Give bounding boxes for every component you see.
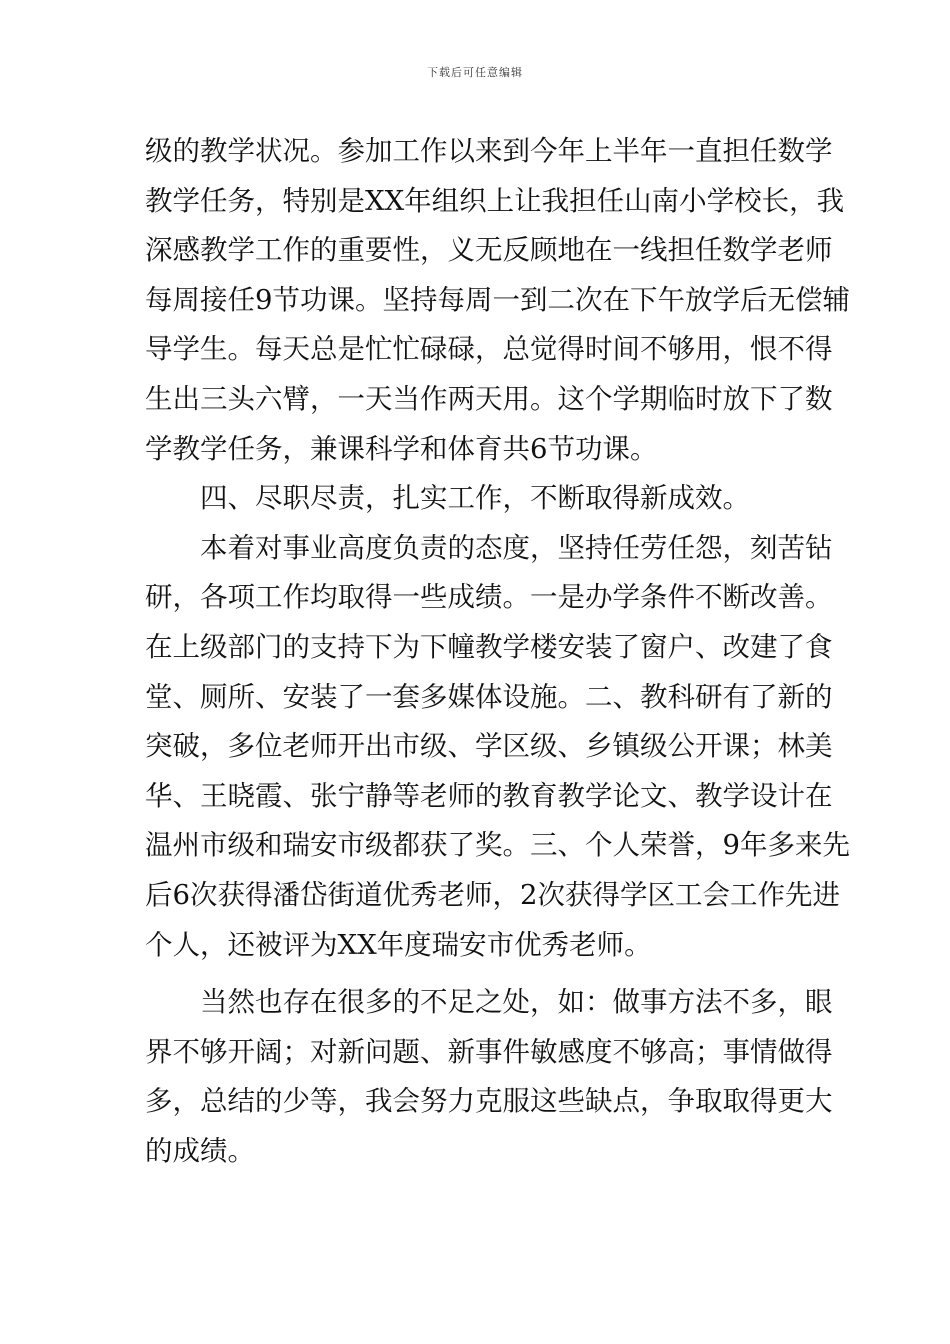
text-line: 个人，还被评为XX年度瑞安市优秀老师。 bbox=[145, 928, 652, 961]
text-line: 堂、厕所、安装了一套多媒体设施。二、教科研有了新的 bbox=[145, 680, 833, 713]
page-header: 下载后可任意编辑 bbox=[427, 66, 523, 79]
text-line: 四、尽职尽责，扎实工作，不断取得新成效。 bbox=[200, 482, 750, 515]
paragraph bbox=[145, 127, 850, 474]
text-line: 后6次获得潘岱街道优秀老师，2次获得学区工会工作先进 bbox=[145, 878, 840, 911]
text-line: 每周接任9节功课。坚持每周一到二次在下午放学后无偿辅 bbox=[145, 283, 850, 316]
text-line: 级的教学状况。参加工作以来到今年上半年一直担任数学 bbox=[145, 135, 833, 167]
text-line: 生出三头六臂，一天当作两天用。这个学期临时放下了数 bbox=[145, 382, 833, 415]
paragraph bbox=[145, 978, 833, 1176]
section-heading bbox=[145, 474, 809, 524]
text-line: 多，总结的少等，我会努力克服这些缺点，争取取得更大 bbox=[145, 1085, 833, 1118]
text-line: 本着对事业高度负责的态度，坚持任劳任怨，刻苦钻 bbox=[200, 531, 833, 564]
text-line: 深感教学工作的重要性，义无反顾地在一线担任数学老师 bbox=[145, 234, 833, 267]
paragraph bbox=[145, 524, 850, 970]
text-line: 在上级部门的支持下为下幢教学楼安装了窗户、改建了食 bbox=[145, 630, 833, 663]
text-line: 华、王晓霞、张宁静等老师的教育教学论文、教学设计在 bbox=[145, 779, 833, 812]
text-line: 温州市级和瑞安市级都获了奖。三、个人荣誉，9年多来先 bbox=[145, 829, 850, 862]
text-line: 界不够开阔；对新问题、新事件敏感度不够高；事情做得 bbox=[145, 1035, 833, 1068]
document-body bbox=[145, 127, 850, 1176]
text-line: 的成绩。 bbox=[145, 1134, 255, 1167]
text-line: 导学生。每天总是忙忙碌碌，总觉得时间不够用，恨不得 bbox=[145, 333, 833, 366]
text-line: 教学任务，特别是XX年组织上让我担任山南小学校长，我 bbox=[145, 184, 845, 217]
text-line: 突破，多位老师开出市级、学区级、乡镇级公开课；林美 bbox=[145, 730, 833, 763]
text-line: 学教学任务，兼课科学和体育共6节功课。 bbox=[145, 432, 658, 465]
text-line: 当然也存在很多的不足之处，如：做事方法不多，眼 bbox=[200, 986, 833, 1019]
text-line: 研，各项工作均取得一些成绩。一是办学条件不断改善。 bbox=[145, 581, 833, 614]
